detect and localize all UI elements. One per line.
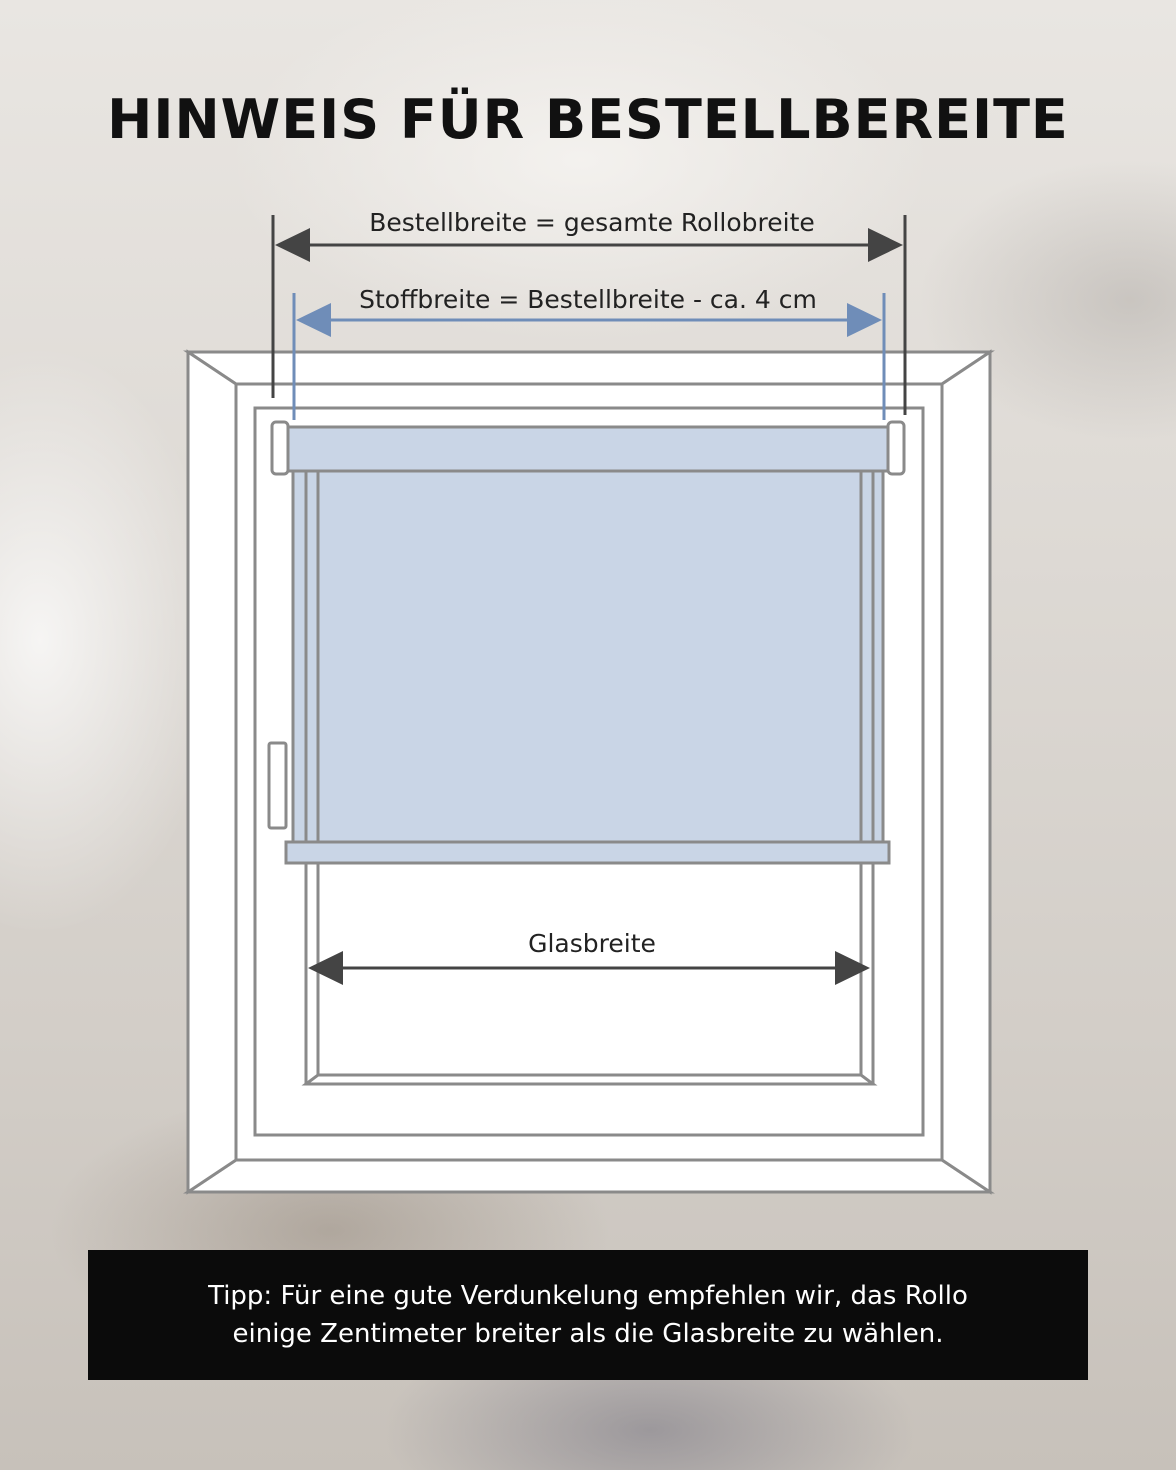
left-bracket xyxy=(272,422,288,474)
tip-line-2: einige Zentimeter breiter als die Glasbreite zu wählen. xyxy=(232,1319,944,1349)
arrow-right-icon xyxy=(847,303,882,337)
tip-line-1: Tipp: Für eine gute Verdunkelung empfehlen wir, das Rollo xyxy=(208,1281,968,1311)
order-width-label: Bestellbreite = gesamte Rollobreite xyxy=(369,208,815,237)
arrow-left-icon xyxy=(275,228,310,262)
arrow-left-icon xyxy=(296,303,331,337)
roller-blind xyxy=(272,422,904,863)
fabric-width-label: Stoffbreite = Bestellbreite - ca. 4 cm xyxy=(359,285,817,314)
window-handle xyxy=(269,743,286,828)
arrow-right-icon xyxy=(868,228,903,262)
tip-box xyxy=(88,1250,1088,1380)
page-title: HINWEIS FÜR BESTELLBEREITE xyxy=(107,88,1069,151)
right-bracket xyxy=(888,422,904,474)
glass-width-label: Glasbreite xyxy=(528,929,656,958)
